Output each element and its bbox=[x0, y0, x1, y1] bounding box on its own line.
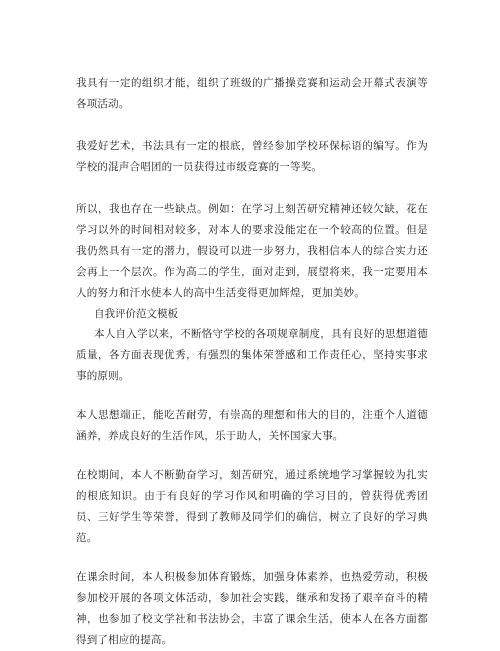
document-page bbox=[76, 73, 428, 651]
paragraph-study: 在校期间，本人不断勤奋学习，刻苦研究，通过系统地学习掌握较为扎实的根底知识。由于有良好的学习作风和明确的学习目的，曾获得优秀团员、三好学生等荣誉，得到了教师及同学们的确信，树立了良好的学习典范。 bbox=[76, 469, 428, 544]
paragraph-thoughts: 本人思想端正，能吃苦耐劳，有崇高的理想和伟大的目的，注重个人道德涵养，养成良好的生活作风，乐于助人，关怀国家大事。 bbox=[76, 409, 428, 442]
section-heading: 自我评价范文模板 bbox=[94, 308, 178, 320]
paragraph-art: 我爱好艺术，书法具有一定的根底，曾经参加学校环保标语的编写。作为学校的混声合唱团的一员获得过市级竞赛的一等奖。 bbox=[76, 140, 428, 173]
paragraph-since-enrollment: 本人自入学以来，不断恪守学校的各项规章制度，具有良好的思想道德质量，各方面表现优秀，有强烈的集体荣誉感和工作责任心，坚持实事求事的原则。 bbox=[76, 328, 428, 382]
paragraph-shortcomings: 所以，我也存在一些缺点。例如：在学习上刻苦研究精神还较欠缺，花在学习以外的时间相对较多，对本人的要求没能定在一个较高的位置。但是我仍然具有一定的潜力，假设可以进一步努力，我相信本人的综合实力还会再上一个层次。作为高二的学生，面对走到，展望将来，我一定要用本人的努力和汗水使本人的高中生活变得更加辉煌，更加美妙。 bbox=[76, 203, 428, 299]
paragraph-extracurricular: 在课余时间，本人积极参加体育锻炼，加强身体素养，也热爱劳动，积极参加校开展的各项文体活动，参加社会实践，继承和发扬了艰辛奋斗的精神，也参加了校文学社和书法协会，丰富了课余生活，使本人在各方面都得到了相应的提高。 bbox=[76, 571, 428, 646]
paragraph-organization: 我具有一定的组织才能，组织了班级的广播操竞赛和运动会开幕式表演等各项活动。 bbox=[76, 77, 428, 110]
